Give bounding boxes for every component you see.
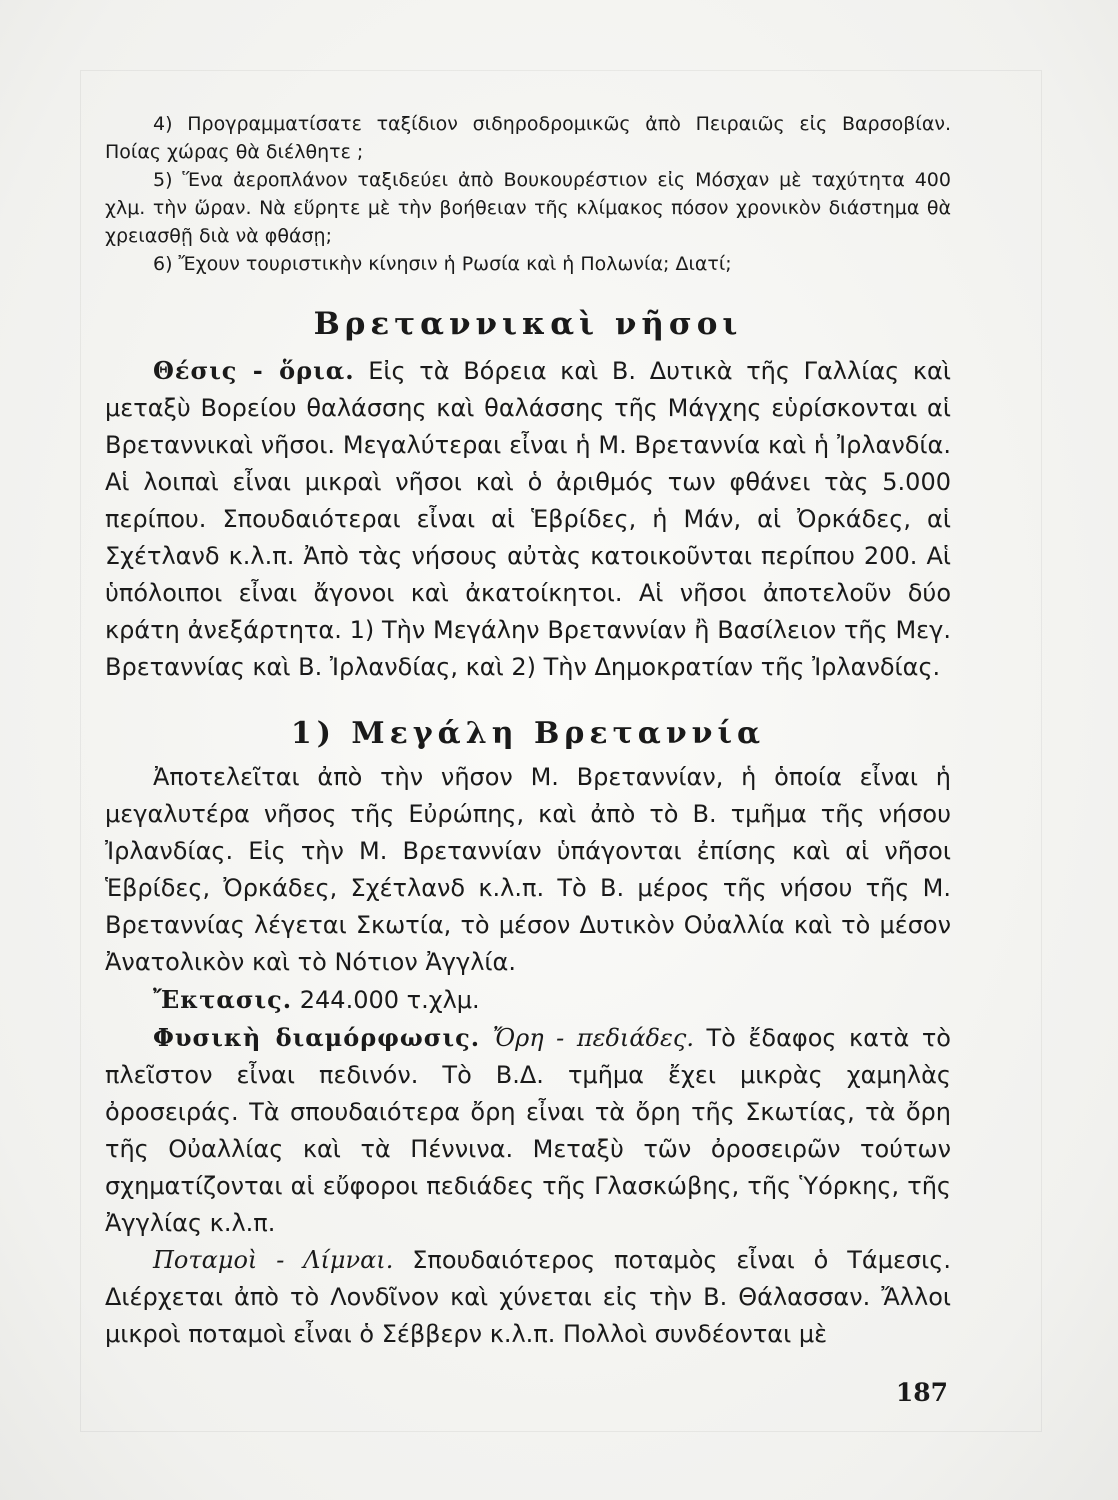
exercise-list <box>105 110 951 278</box>
physical-text: Τὸ ἔδαφος κατὰ τὸ πλεῖστον εἶναι πεδινόν. Τὸ Β.Δ. τμῆμα ἔχει μικρὰς χαμηλὰς ὀροσειράς. Τὰ σπουδαιότερα ὄρη εἶναι τὰ ὄρη τῆς Σκωτίας, τὰ ὄρη τῆς Οὐαλλίας καὶ τὰ Πέννινα. Μεταξὺ τῶν ὀροσειρῶν τούτων σχηματίζονται αἱ εὔφοροι πεδιάδες τῆς Γλασκώβης, τῆς Ὑόρκης, τῆς Ἀγγλίας κ.λ.π. <box>105 1024 951 1237</box>
physical-label: Φυσικὴ διαμόρφωσις. <box>153 1023 481 1052</box>
page-content <box>105 110 951 1353</box>
physical-paragraph <box>105 1019 951 1242</box>
subsection-title: 1) Μεγάλη Βρεταννία <box>290 716 766 751</box>
area-text: 244.000 τ.χλμ. <box>299 986 480 1014</box>
rivers-text: Σπουδαιότερος ποταμὸς εἶναι ὁ Τάμεσις. Διέρχεται ἀπὸ τὸ Λονδῖνον καὶ χύνεται εἰς τὴν Β. Θάλασσαν. Ἄλλοι μικροὶ ποταμοὶ εἶναι ὁ Σέββερν κ.λ.π. Πολλοὶ συνδέονται μὲ <box>105 1246 951 1348</box>
subsection-body <box>105 759 951 1353</box>
exercise-5: 5) Ἕνα ἀεροπλάνον ταξιδεύει ἀπὸ Βουκουρέστιον εἰς Μόσχαν μὲ ταχύτητα 400 χλμ. τὴν ὥραν. Νὰ εὕρητε μὲ τὴν βοήθειαν τῆς κλίμακος πόσον χρονικὸν διάστημα θὰ χρειασθῇ διὰ νὰ φθάσῃ; <box>105 169 951 247</box>
physical-sublabel: Ὄρη - πεδιάδες. <box>492 1024 694 1052</box>
area-paragraph <box>105 981 951 1019</box>
section-title: Βρεταννικαὶ νῆσοι <box>313 306 743 342</box>
section-body <box>105 352 951 686</box>
exercise-6: 6) Ἔχουν τουριστικὴν κίνησιν ἡ Ρωσία καὶ ἡ Πολωνία; Διατί; <box>153 253 732 275</box>
location-paragraph <box>105 352 951 686</box>
rivers-paragraph <box>105 1242 951 1353</box>
composition-paragraph: Ἀποτελεῖται ἀπὸ τὴν νῆσον Μ. Βρεταννίαν, ἡ ὁποία εἶναι ἡ μεγαλυτέρα νῆσος τῆς Εὐρώπης, καὶ ἀπὸ τὸ Β. τμῆμα τῆς νήσου Ἰρλανδίας. Εἰς τὴν Μ. Βρεταννίαν ὑπάγονται ἐπίσης καὶ αἱ νῆσοι Ἑβρίδες, Ὀρκάδες, Σχέτλανδ κ.λ.π. Τὸ Β. μέρος τῆς νήσου τῆς Μ. Βρεταννίας λέγεται Σκωτία, τὸ μέσον Δυτικὸν Οὐαλλία καὶ τὸ μέσον Ἀνατολικὸν καὶ τὸ Νότιον Ἀγγλία. <box>105 763 951 976</box>
location-text: Εἰς τὰ Βόρεια καὶ Β. Δυτικὰ τῆς Γαλλίας καὶ μεταξὺ Βορείου θαλάσσης καὶ θαλάσσης τῆς Μάγχης εὑρίσκονται αἱ Βρεταννικαὶ νῆσοι. Μεγαλύτεραι εἶναι ἡ Μ. Βρεταννία καὶ ἡ Ἰρλανδία. Αἱ λοιπαὶ εἶναι μικραὶ νῆσοι καὶ ὁ ἀριθμός των φθάνει τὰς 5.000 περίπου. Σπουδαιότεραι εἶναι αἱ Ἑβρίδες, ἡ Μάν, αἱ Ὀρκάδες, αἱ Σχέτλανδ κ.λ.π. Ἀπὸ τὰς νήσους αὐτὰς κατοικοῦνται περίπου 200. Αἱ ὑπόλοιποι εἶναι ἄγονοι καὶ ἀκατοίκητοι. Αἱ νῆσοι ἀποτελοῦν δύο κράτη ἀνεξάρτητα. 1) Τὴν Μεγάλην Βρεταννίαν ἢ Βασίλειον τῆς Μεγ. Βρεταννίας καὶ Β. Ἰρλανδίας, καὶ 2) Τὴν Δημοκρατίαν τῆς Ἰρλανδίας. <box>105 357 951 681</box>
rivers-label: Ποταμοὶ - Λίμναι. <box>153 1246 394 1274</box>
exercise-4: 4) Προγραμματίσατε ταξίδιον σιδηροδρομικῶς ἀπὸ Πειραιῶς εἰς Βαρσοβίαν. Ποίας χώρας θὰ διέλθητε ; <box>105 113 951 163</box>
page-number: 187 <box>895 1378 948 1407</box>
location-label: Θέσις - ὅρια. <box>153 356 355 385</box>
area-label: Ἔκτασις. <box>153 985 293 1014</box>
